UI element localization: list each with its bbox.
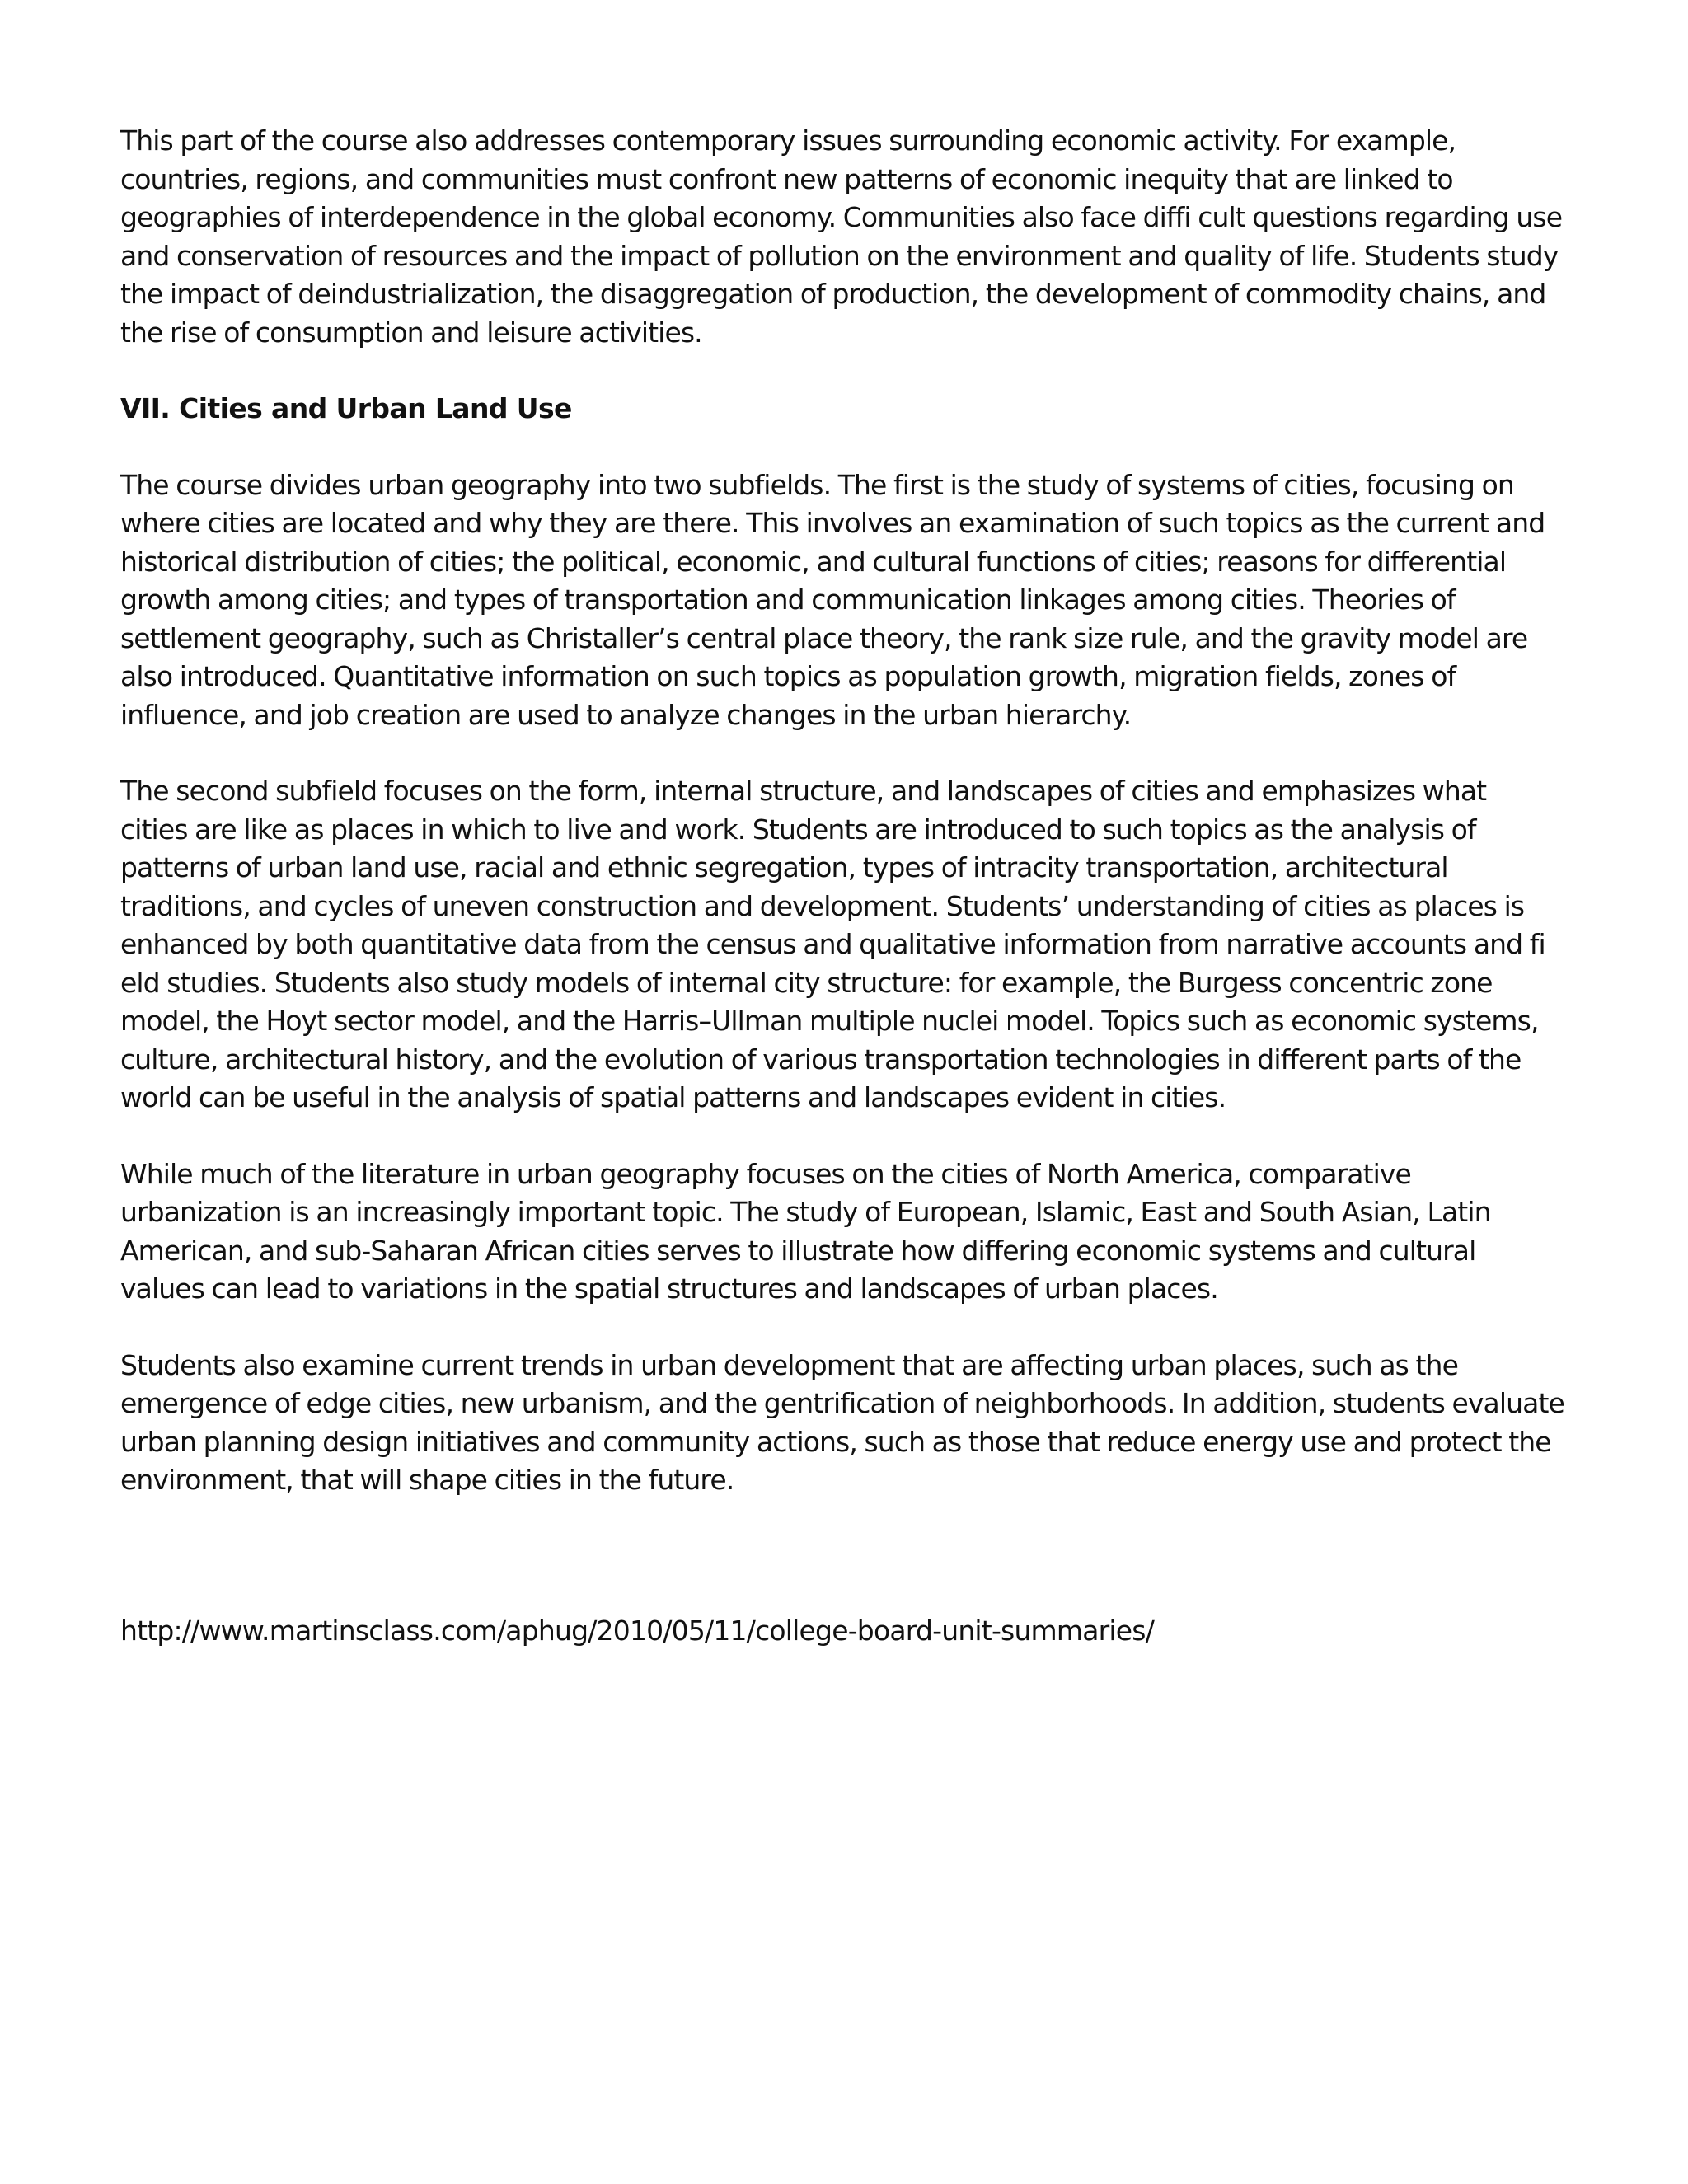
paragraph-line: the rise of consumption and leisure activities. bbox=[120, 316, 702, 349]
paragraph-line: The course divides urban geography into two subfields. The first is the study of systems of cities, focusing on bbox=[120, 468, 1514, 501]
current-trends-paragraph bbox=[120, 1347, 1571, 1500]
paragraph-line: Students also examine current trends in urban development that are affecting urban places, such as the bbox=[120, 1348, 1458, 1381]
paragraph-line: values can lead to variations in the spatial structures and landscapes of urban places. bbox=[120, 1272, 1218, 1305]
paragraph-line: model, the Hoyt sector model, and the Harris–Ullman multiple nuclei model. Topics such as economic systems, bbox=[120, 1005, 1539, 1037]
systems-of-cities-paragraph bbox=[120, 466, 1571, 735]
internal-structure-paragraph bbox=[120, 772, 1571, 1118]
section-heading: VII. Cities and Urban Land Use bbox=[120, 392, 572, 424]
intro-paragraph bbox=[120, 122, 1571, 352]
spacer bbox=[120, 1500, 1571, 1612]
paragraph-line: enhanced by both quantitative data from the census and qualitative information from narrative accounts and fi bbox=[120, 928, 1545, 960]
paragraph-line: emergence of edge cities, new urbanism, and the gentrification of neighborhoods. In addition, students evaluate bbox=[120, 1387, 1564, 1419]
spacer bbox=[120, 352, 1571, 390]
paragraph-line: eld studies. Students also study models of internal city structure: for example, the Burgess concentric zone bbox=[120, 966, 1493, 999]
paragraph-line: While much of the literature in urban geography focuses on the cities of North America, comparative bbox=[120, 1157, 1411, 1190]
paragraph-line: world can be useful in the analysis of spatial patterns and landscapes evident in cities. bbox=[120, 1081, 1226, 1113]
spacer bbox=[120, 734, 1571, 772]
paragraph-line: the impact of deindustrialization, the disaggregation of production, the development of commodity chains, and bbox=[120, 278, 1546, 310]
paragraph-line: settlement geography, such as Christaller’s central place theory, the rank size rule, and the gravity model are bbox=[120, 621, 1528, 654]
paragraph-line: historical distribution of cities; the political, economic, and cultural functions of cities; reasons for differential bbox=[120, 545, 1507, 578]
paragraph-line: urbanization is an increasingly important topic. The study of European, Islamic, East and South Asian, Latin bbox=[120, 1196, 1491, 1228]
paragraph-line: and conservation of resources and the impact of pollution on the environment and quality of life. Students study bbox=[120, 239, 1559, 272]
paragraph-line: geographies of interdependence in the global economy. Communities also face diffi cult questions regarding use bbox=[120, 201, 1563, 233]
paragraph-line: growth among cities; and types of transportation and communication linkages among cities. Theories of bbox=[120, 583, 1456, 616]
paragraph-line: where cities are located and why they are there. This involves an examination of such topics as the current and bbox=[120, 507, 1545, 539]
spacer bbox=[120, 1309, 1571, 1347]
paragraph-line: culture, architectural history, and the evolution of various transportation technologies in different parts of the bbox=[120, 1043, 1522, 1076]
paragraph-line: cities are like as places in which to live and work. Students are introduced to such topics as the analysis of bbox=[120, 813, 1476, 846]
paragraph-line: traditions, and cycles of uneven construction and development. Students’ understanding of cities as places is bbox=[120, 889, 1525, 922]
comparative-urbanization-paragraph bbox=[120, 1155, 1571, 1309]
source-url: http://www.martinsclass.com/aphug/2010/05/11/college-board-unit-summaries/ bbox=[120, 1614, 1155, 1647]
paragraph-line: urban planning design initiatives and community actions, such as those that reduce energy use and protect the bbox=[120, 1425, 1551, 1458]
spacer bbox=[120, 429, 1571, 466]
spacer bbox=[120, 1118, 1571, 1155]
paragraph-line: influence, and job creation are used to analyze changes in the urban hierarchy. bbox=[120, 698, 1132, 731]
document-page bbox=[120, 122, 1571, 1650]
paragraph-line: patterns of urban land use, racial and ethnic segregation, types of intracity transportation, architectural bbox=[120, 851, 1448, 883]
paragraph-line: countries, regions, and communities must confront new patterns of economic inequity that are linked to bbox=[120, 162, 1453, 195]
paragraph-line: American, and sub-Saharan African cities serves to illustrate how differing economic systems and cultural bbox=[120, 1234, 1476, 1267]
paragraph-line: environment, that will shape cities in the future. bbox=[120, 1464, 734, 1496]
paragraph-line: The second subfield focuses on the form, internal structure, and landscapes of cities and emphasizes what bbox=[120, 775, 1487, 807]
paragraph-line: also introduced. Quantitative information on such topics as population growth, migration fields, zones of bbox=[120, 660, 1456, 692]
paragraph-line: This part of the course also addresses contemporary issues surrounding economic activity. For example, bbox=[120, 124, 1456, 157]
